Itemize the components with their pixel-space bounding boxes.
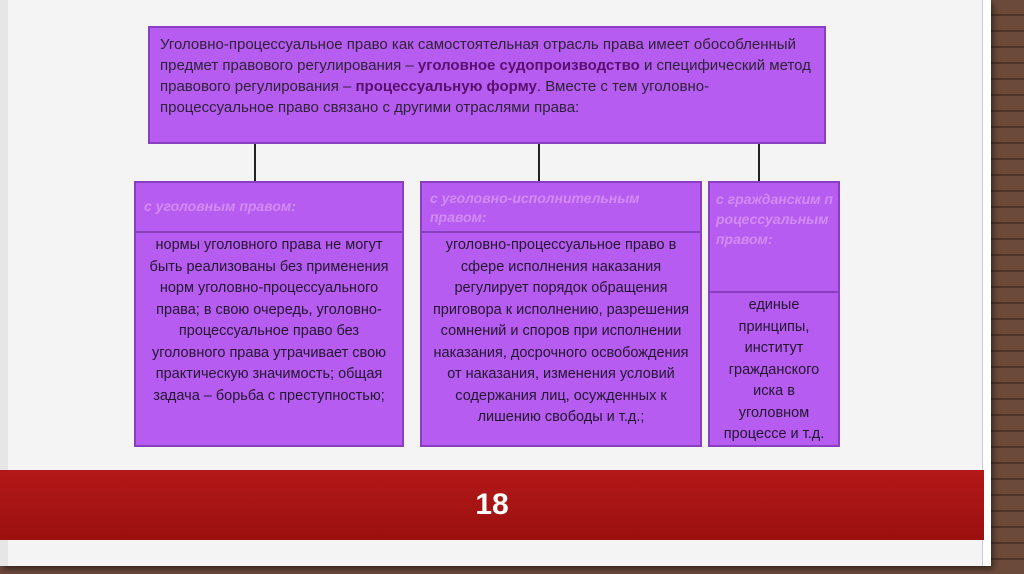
connector-1 [254, 144, 256, 182]
intro-text-2: и специфический метод правового регулирования – [160, 57, 811, 95]
civil-procedure-body: единые принципы, институт гражданского иска в уголовном процессе и т.д. [723, 297, 825, 442]
intro-highlight-1: уголовное судопроизводство [417, 57, 640, 74]
executive-law-heading: с уголовно-исполнительным правом: [422, 183, 700, 233]
slide-number: 18 [475, 488, 509, 521]
intro-text-3: . Вместе с тем уголовно-процессуальное право связано с другими отраслями права: [160, 78, 710, 116]
connector-3 [758, 144, 760, 182]
intro-highlight-2: процессуальную форму [355, 78, 537, 95]
executive-law-box [420, 181, 702, 447]
intro-box [148, 26, 826, 144]
intro-text-1: Уголовно-процессуальное право как самостоятельная отрасль права имеет обособленный предмет правового регулирования – [160, 36, 796, 74]
criminal-law-heading: с уголовным правом: [136, 183, 402, 233]
civil-procedure-box [708, 181, 840, 447]
civil-procedure-heading: с гражданским процессуальным правом: [710, 183, 838, 293]
executive-law-body: уголовно-процессуальное право в сфере исполнения наказания регулирует порядок обращения приговора к исполнению, разрешения сомнений и споров при исполнении наказания, досрочного освобождения от наказания, изменения условий содержания лиц, осужденных к лишению свободы и т.д.; [432, 237, 690, 425]
connector-2 [538, 144, 540, 182]
criminal-law-body: нормы уголовного права не могут быть реализованы без применения норм уголовно-процессуального права; в свою очередь, уголовно-процессуальное право без уголовного права утрачивает свою практическую значимость; общая задача – борьба с преступностью; [149, 237, 389, 404]
footer-band [0, 470, 984, 540]
criminal-law-box [134, 181, 404, 447]
